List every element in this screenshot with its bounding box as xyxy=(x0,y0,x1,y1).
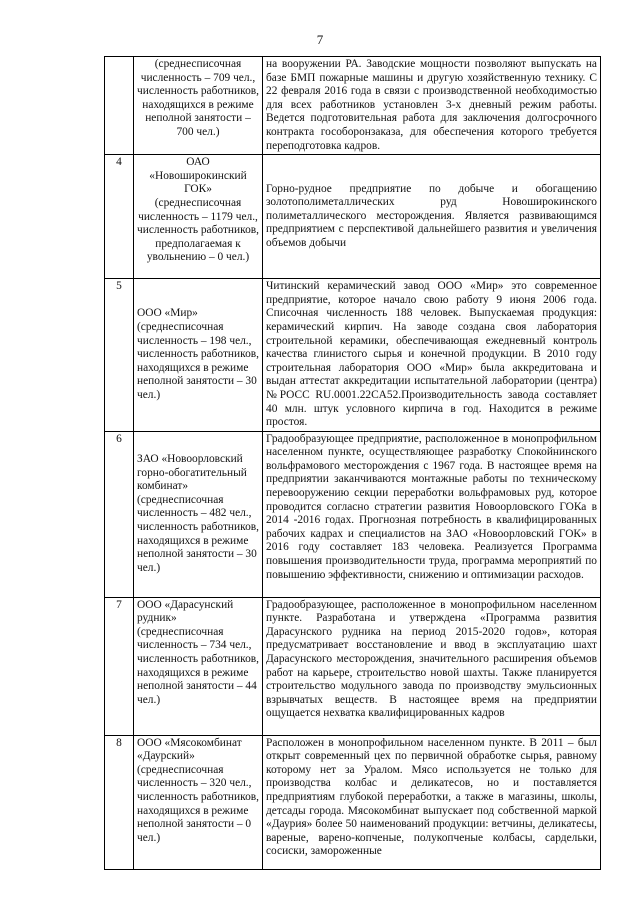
enterprise-description: Градообразующее предприятие, расположенное в монопрофильном населенном пункте, осуществляющее разработку Спокойнинского вольфрамового месторождения с 1967 года. В настоящее время на предприятии заканчиваются монтажные работы по техническому перевооружению секции переработки вольфрамовых руд, которое проводится согласно стратегии развития Новоорловского ГОКа в 2014 -2016 годах. Прогнозная потребность в квалифицированных рабочих кадрах и специалистов на ЗАО «Новоорловский ГОК» в 2016 году составляет 183 человека. Реализуется Программа повышения производительности труда, программа мероприятий по повышению эффективности, снижению и оптимизации расходов. xyxy=(263,431,601,597)
table-row xyxy=(105,597,601,735)
row-number: 5 xyxy=(105,279,134,432)
row-number: 8 xyxy=(105,735,134,869)
enterprise-name: ООО «Мир» xyxy=(137,307,198,320)
table-row xyxy=(105,279,601,432)
enterprise-cell xyxy=(134,431,263,597)
enterprise-table xyxy=(104,56,601,870)
enterprise-details: (среднесписочная численность – 734 чел., численность работников, находящихся в режиме неполной занятости – 44 чел.) xyxy=(137,625,260,706)
enterprise-cell xyxy=(134,155,263,279)
enterprise-details: (среднесписочная численность – 709 чел., численность работников, находящихся в режиме неполной занятости – 700 чел.) xyxy=(137,58,260,138)
enterprise-details: (среднесписочная численность – 198 чел., численность работников, находящихся в режиме неполной занятости – 30 чел.) xyxy=(137,320,260,401)
row-number: 7 xyxy=(105,597,134,735)
row-number: 4 xyxy=(105,155,134,279)
enterprise-description: Читинский керамический завод ООО «Мир» это современное предприятие, которое начало свою работу 9 июня 2006 года. Списочная численность 188 человек. Выпускаемая продукция: керамический кирпич. На заводе создана своя лаборатория строительной керамики, обеспечивающая ежедневный контроль качества глинистого сырья и конечной продукции. В 2010 году строительная лаборатория ООО «Мир» была аккредитована и выдан аттестат аккредитации испытательной лаборатории (центра) №РОСС RU.0001.22CA52.Производительность завода составляет 40 млн. штук условного кирпича в год. Находится в режиме простоя. xyxy=(263,279,601,432)
table-row xyxy=(105,155,601,279)
enterprise-cell xyxy=(134,735,263,869)
enterprise-description: на вооружении РА. Заводские мощности позволяют выпускать на базе БМП пожарные машины и другую хозяйственную технику. С 22 февраля 2016 года в связи с производственной необходимостью для всех работников установлен 3-х дневный режим работы. Ведется подготовительная работа для заключения долгосрочного контракта гособоронзаказа, для обеспечения которого требуется переподготовка кадров. xyxy=(263,57,601,155)
enterprise-cell xyxy=(134,279,263,432)
enterprise-name: ЗАО «Новоорловский горно-обогатительный комбинат» xyxy=(137,453,247,493)
enterprise-details: (среднесписочная численность – 482 чел., численность работников, находящихся в режиме неполной занятости – 30 чел.) xyxy=(137,493,260,574)
enterprise-details: (среднесписочная численность – 1179 чел., численность работников, предполагаемая к увольнению – 0 чел.) xyxy=(137,196,260,264)
table-row xyxy=(105,431,601,597)
enterprise-cell xyxy=(134,57,263,155)
row-number: 6 xyxy=(105,431,134,597)
enterprise-name: ООО «Дарасунский рудник» xyxy=(137,598,234,625)
table-row xyxy=(105,735,601,869)
enterprise-description: Градообразующее, расположенное в монопрофильном населенном пункте. Разработана и утверждена «Программа развития Дарасунского рудника на период 2015-2020 годов», которая предусматривает восстановление и ввод в эксплуатацию шахт Дарасунского месторождения, значительного расширения объемов работ на карьере, строительство новой шахты. Также планируется строительство модульного завода по производству эмульсионных взрывчатых веществ. В настоящее время на предприятии ощущается нехватка квалифицированных кадров xyxy=(263,597,601,735)
enterprise-description: Горно-рудное предприятие по добыче и обогащению золотополиметаллических руд Новоширокинского полиметаллического месторождения. Является развивающимся предприятием с перспективой дальнейшего развития и увеличения объемов добычи xyxy=(263,155,601,279)
enterprise-cell xyxy=(134,597,263,735)
enterprise-name: ОАО «Новоширокинский ГОК» xyxy=(149,156,247,196)
enterprise-description: Расположен в монопрофильном населенном пункте. В 2011 – был открыт современный цех по первичной обработке сырья, равному которому нет за Уралом. Мясо используется не только для производства колбас и деликатесов, но и поставляется предприятиям глубокой переработки, а также в магазины, школы, детсады города. Мясокомбинат выпускает под собственной маркой «Даурия» более 50 наименований продукции: ветчины, деликатесы, вареные, варено-копченые, полукопченые колбасы, сардельки, сосиски, замороженные xyxy=(263,735,601,869)
page-number: 7 xyxy=(316,32,324,47)
row-number xyxy=(105,57,134,155)
enterprise-name: ООО «Мясокомбинат «Даурский» xyxy=(137,736,242,763)
enterprise-details: (среднесписочная численность – 320 чел., численность работников, находящихся в режиме неполной занятости – 0 чел.) xyxy=(137,763,260,844)
table-row xyxy=(105,57,601,155)
